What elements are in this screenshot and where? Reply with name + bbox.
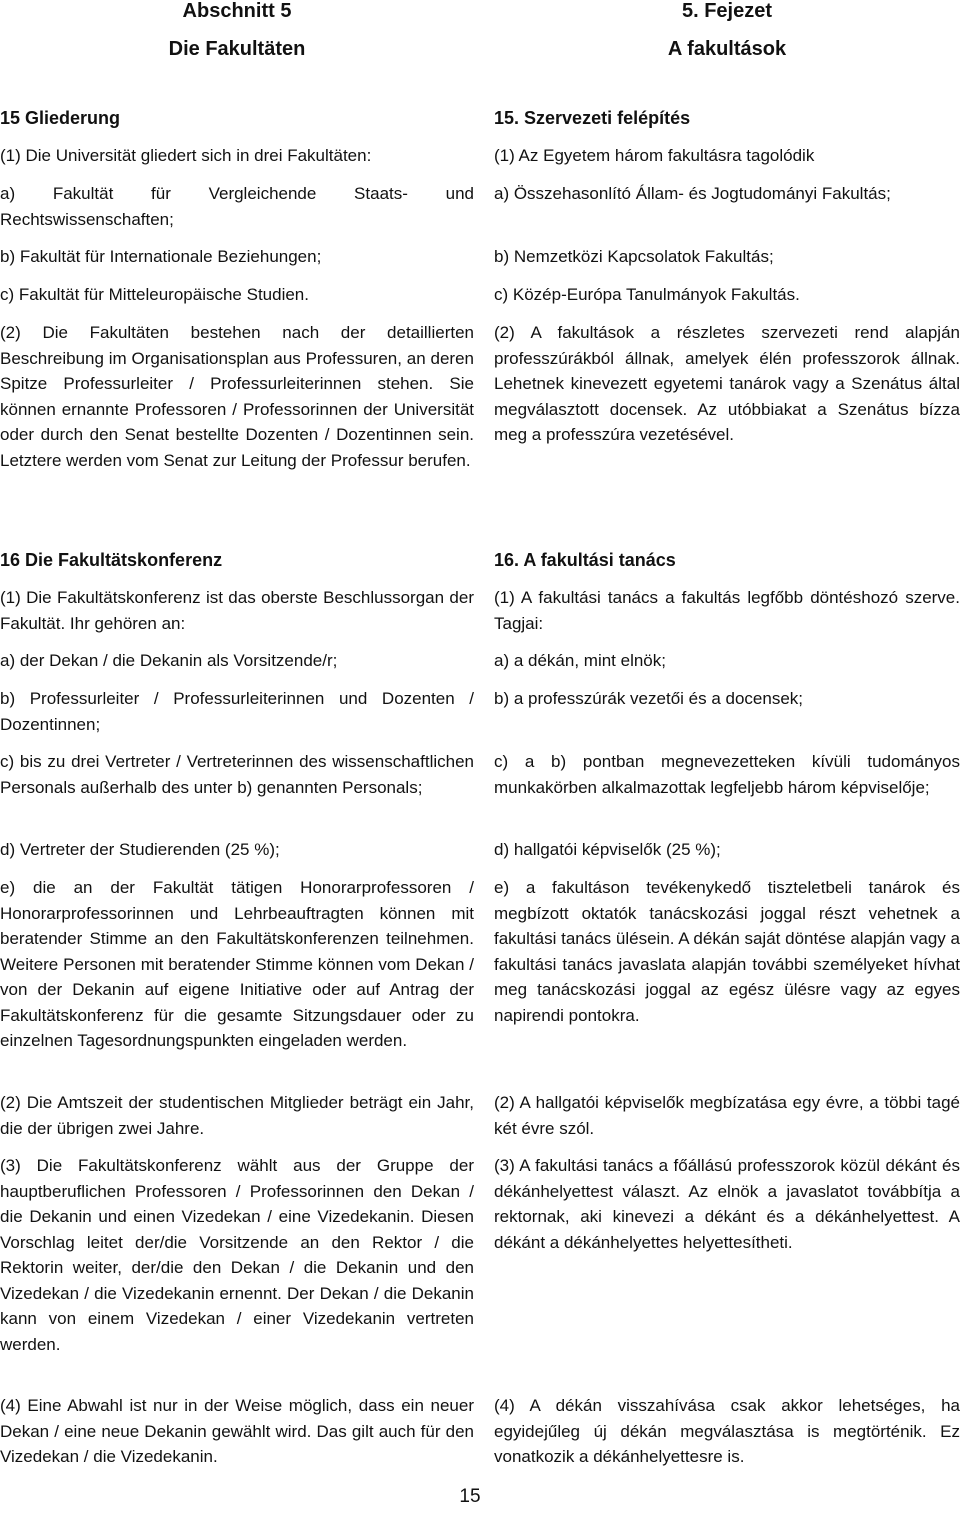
hu-16-item-d: d) hallgatói képviselők (25 %);: [494, 840, 721, 859]
hu-16-item-e: e) a fakultáson tevékenykedő tiszteletbeli tanárok és megbízott oktatók tanácskozási joggal részt vehetnek a fakultási tanács ülésein. A dékán saját döntése alapján vagy a fakultási tanács javaslata alapján további személyeket hívhat meg tanácskozási joggal az egész ülésre vagy az egyes napirendi pontokra.: [494, 878, 960, 1025]
de-section-title: Die Fakultäten: [168, 38, 306, 60]
de-section-label: Abschnitt 5: [182, 0, 292, 22]
de-16-item-b: b) Professurleiter / Professurleiterinnen und Dozenten / Dozentinnen;: [0, 689, 474, 734]
de-16-para-1: (1) Die Fakultätskonferenz ist das oberste Beschlussorgan der Fakultät. Ihr gehören an:: [0, 588, 474, 633]
hu-15-item-b: b) Nemzetközi Kapcsolatok Fakultás;: [494, 247, 774, 266]
hu-heading-16: 16. A fakultási tanács: [494, 550, 676, 570]
hu-16-para-2: (2) A hallgatói képviselők megbízatása egy évre, a többi tagé két évre szól.: [494, 1093, 960, 1138]
hu-16-para-3: (3) A fakultási tanács a főállású professzorok közül dékánt és dékánhelyettest választ. Az elnök a javaslatot továbbítja a rektornak, aki kinevezi a dékánt és a dékánhelyettest. A dékánt a dékánhelyettes helyettesítheti.: [494, 1156, 960, 1252]
hu-16-item-b: b) a professzúrák vezetői és a docensek;: [494, 689, 803, 708]
hu-15-para-1: (1) Az Egyetem három fakultásra tagolódik: [494, 146, 815, 165]
de-16-para-4: (4) Eine Abwahl ist nur in der Weise möglich, dass ein neuer Dekan / eine neue Dekanin gewählt wird. Das gilt auch für den Vizedekan / die Vizedekanin.: [0, 1396, 474, 1466]
de-heading-15: 15 Gliederung: [0, 108, 121, 128]
de-15-item-c: c) Fakultät für Mitteleuropäische Studien.: [0, 285, 309, 304]
de-16-para-3: (3) Die Fakultätskonferenz wählt aus der Gruppe der hauptberuflichen Professoren / Professorinnen den Dekan / die Dekanin und einen Vizedekan / eine Vizedekanin. Diesen Vorschlag leitet der/die Vorsitzende an den Rektor / die Rektorin weiter, der/die den Dekan / die Dekanin und den Vizedekan / die Vizedekanin ernennt. Der Dekan / die Dekanin kann von einem Vizedekan / einer Vizedekanin vertreten werden.: [0, 1156, 474, 1354]
hu-16-para-4: (4) A dékán visszahívása csak akkor lehetséges, ha egyidejűleg új dékán megválasztása is megtörténik. Ez vonatkozik a dékánhelyettesre is.: [494, 1396, 960, 1466]
hu-15-item-a: a) Összehasonlító Állam- és Jogtudományi Fakultás;: [494, 184, 891, 203]
de-15-item-b: b) Fakultät für Internationale Beziehungen;: [0, 247, 322, 266]
hu-16-item-a: a) a dékán, mint elnök;: [494, 651, 666, 670]
hu-15-para-2: (2) A fakultások a részletes szervezeti rend alapján professzúrákból állnak, amelyek élén professzorok állnak. Lehetnek kinevezett egyetemi tanárok vagy a Szenátus által megválasztott docensek. Az utóbbiakat a Szenátus bízza meg a professzúra vezetésével.: [494, 323, 960, 444]
de-heading-16: 16 Die Fakultätskonferenz: [0, 550, 223, 570]
de-16-para-2: (2) Die Amtszeit der studentischen Mitglieder beträgt ein Jahr, die der übrigen zwei Jahre.: [0, 1093, 474, 1138]
hu-section-title: A fakultások: [667, 38, 787, 60]
page-number: 15: [459, 1486, 481, 1507]
de-16-item-a: a) der Dekan / die Dekanin als Vorsitzende/r;: [0, 651, 338, 670]
hu-section-label: 5. Fejezet: [681, 0, 773, 22]
de-16-item-e: e) die an der Fakultät tätigen Honorarprofessoren / Honorarprofessorinnen und Lehrbeauftragten können mit beratender Stimme an den Fakultätskonferenzen teilnehmen. Weitere Personen mit beratender Stimme können vom Dekan / von der Dekanin auf eigene Initiative oder auf Antrag der Fakultätskonferenz für die gesamte Sitzungsdauer oder zu einzelnen Tagesordnungspunkten eingeladen werden.: [0, 878, 474, 1050]
hu-15-item-c: c) Közép-Európa Tanulmányok Fakultás.: [494, 285, 800, 304]
de-15-para-2: (2) Die Fakultäten bestehen nach der detaillierten Beschreibung im Organisationsplan aus Professuren, an deren Spitze Professurleiter / Professurleiterinnen stehen. Sie können ernannte Professoren / Professorinnen der Universität oder durch den Senat bestellte Dozenten / Dozentinnen sein. Letztere werden vom Senat zur Leitung der Professur berufen.: [0, 323, 474, 470]
hu-16-para-1: (1) A fakultási tanács a fakultás legfőbb döntéshozó szerve. Tagjai:: [494, 588, 960, 633]
hu-16-item-c: c) a b) pontban megnevezetteken kívüli tudományos munkakörben alkalmazottak legfeljebb három képviselője;: [494, 752, 960, 797]
de-16-item-c: c) bis zu drei Vertreter / Vertreterinnen des wissenschaftlichen Personals außerhalb des unter b) genannten Personals;: [0, 752, 474, 797]
hu-heading-15: 15. Szervezeti felépítés: [494, 108, 691, 128]
de-15-item-a: a) Fakultät für Vergleichende Staats- und Rechtswissenschaften;: [0, 184, 474, 229]
de-15-para-1: (1) Die Universität gliedert sich in drei Fakultäten:: [0, 146, 372, 165]
de-16-item-d: d) Vertreter der Studierenden (25 %);: [0, 840, 280, 859]
